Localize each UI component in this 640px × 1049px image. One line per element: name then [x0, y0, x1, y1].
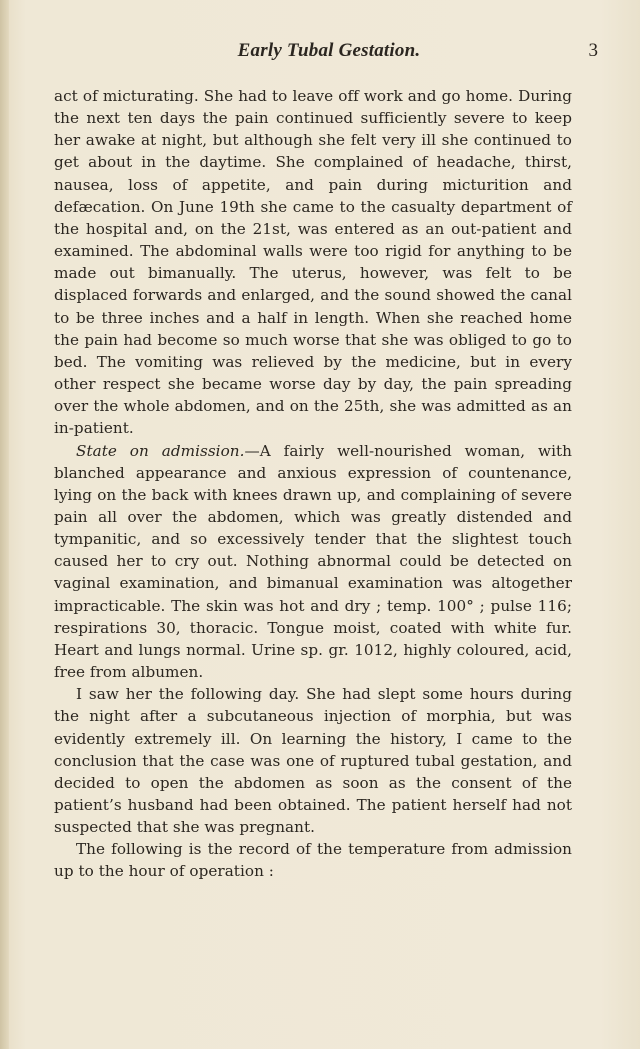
running-title: Early Tubal Gestation. — [237, 40, 421, 61]
paragraph-state-on-admission — [54, 440, 572, 684]
paragraph-continued: act of micturating. She had to leave off work and go home. During the next ten days the pain continued sufficiently severe to keep her awake at night, but although she felt very ill she continued to get about in the daytime. She complained of headache, thirst, nausea, loss of appetite, and pain during micturition and defæcation. On June 19th she came to the casualty department of the hospital and, on the 21st, was entered as an out-patient and examined. The abdominal walls were too rigid for anything to be made out bimanually. The uterus, however, was felt to be displaced forwards and enlarged, and the sound showed the canal to be three inches and a half in length. When she reached home the pain had become so much worse that she was obliged to go to bed. The vomiting was relieved by the medicine, but in every other respect she became worse day by day, the pain spreading over the whole abdomen, and on the 25th, she was admitted as an in-patient. — [54, 87, 572, 438]
state-on-admission-heading: State on admission. — [76, 441, 245, 460]
running-head — [60, 40, 598, 66]
page-number: 3 — [588, 40, 598, 61]
paragraph-following-day: I saw her the following day. She had slept some hours during the night after a subcutaneous injection of morphia, but was evidently extremely ill. On learning the history, I came to the conclusion that the case was one of ruptured tubal gestation, and decided to open the abdomen as soon as the consent of the patient’s husband had been obtained. The patient herself had not suspected that she was pregnant. — [54, 685, 572, 837]
page-binding-edge — [0, 0, 9, 1049]
state-on-admission-text: —A fairly well-nourished woman, with blanched appearance and anxious expression of countenance, lying on the back with knees drawn up, and complaining of severe pain all over the abdomen, which was greatly distended and tympanitic, and so excessively tender that the slightest touch caused her to cry out. Nothing abnormal could be detected on vaginal examination, and bimanual examination was altogether impracticable. The skin was hot and dry ; temp. 100° ; pulse 116; respirations 30, thoracic. Tongue moist, coated with white fur. Heart and lungs normal. Urine sp. gr. 1012, highly coloured, acid, free from albumen. — [54, 441, 572, 682]
paragraph-temperature-record: The following is the record of the temperature from admission up to the hour of operation : — [54, 840, 572, 881]
body-text — [54, 85, 572, 883]
